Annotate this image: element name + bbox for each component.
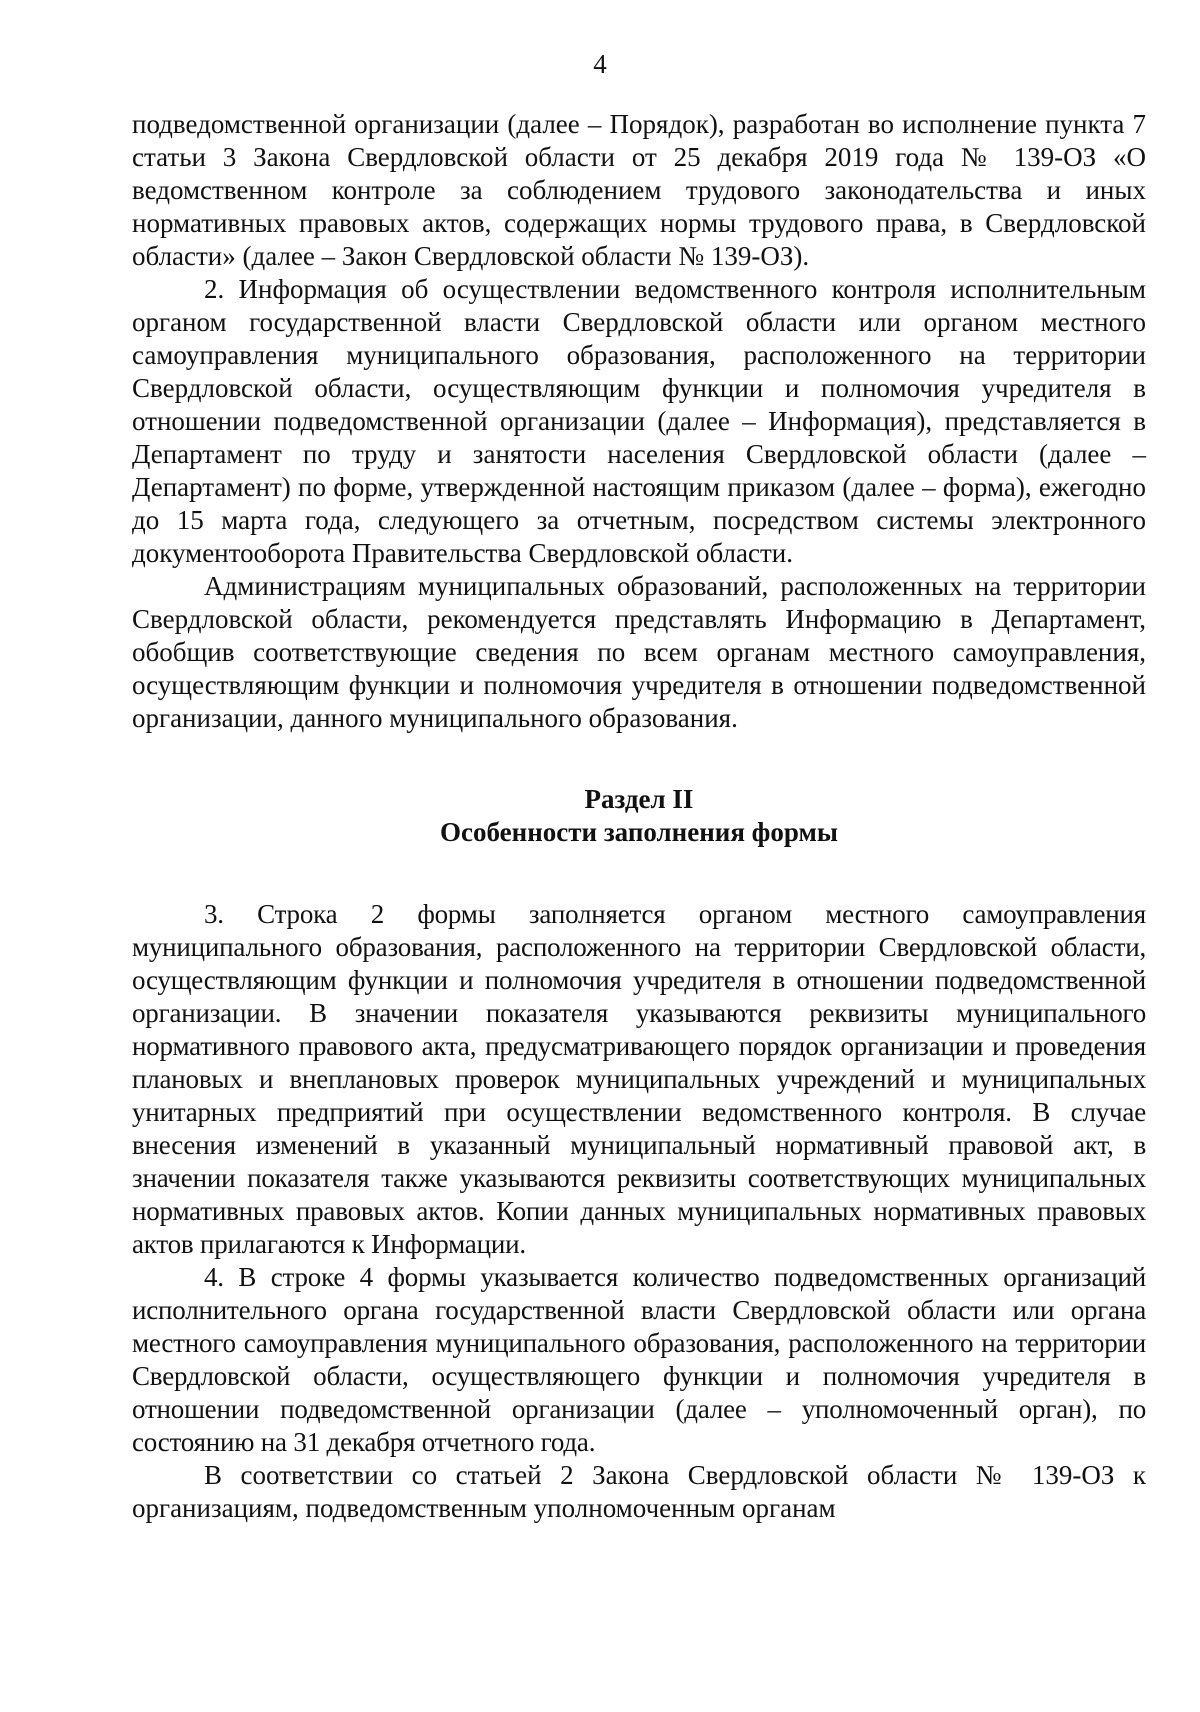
document-body bbox=[132, 108, 1146, 1525]
paragraph-law-article-2: В соответствии со статьей 2 Закона Свердловской области № 139-ОЗ к организациям, подведомственным уполномоченным органам bbox=[132, 1460, 1146, 1523]
intro-paragraph: подведомственной организации (далее – Порядок), разработан во исполнение пункта 7 статьи 3 Закона Свердловской области от 25 декабря 2019 года № 139-ОЗ «О ведомственном контроле за соблюдением трудового законодательства и иных нормативных правовых актов, содержащих нормы трудового права, в Свердловской области» (далее – Закон Свердловской области № 139-ОЗ). bbox=[132, 109, 1146, 271]
section-label: Раздел II bbox=[584, 784, 694, 814]
paragraph-item-2: 2. Информация об осуществлении ведомственного контроля исполнительным органом государственной власти Свердловской области или органом местного самоуправления муниципального образования, расположенного на территории Свердловской области, осуществляющим функции и полномочия учредителя в отношении подведомственной организации (далее – Информация), представляется в Департамент по труду и занятости населения Свердловской области (далее – Департамент) по форме, утвержденной настоящим приказом (далее – форма), ежегодно до 15 марта года, следующего за отчетным, посредством системы электронного документооборота Правительства Свердловской области. bbox=[132, 274, 1146, 568]
section-title: Особенности заполнения формы bbox=[440, 817, 838, 847]
section-heading bbox=[132, 783, 1146, 849]
paragraph-item-4: 4. В строке 4 формы указывается количество подведомственных организаций исполнительного органа государственной власти Свердловской области или органа местного самоуправления муниципального образования, расположенного на территории Свердловской области, осуществляющего функции и полномочия учредителя в отношении подведомственной организации (далее – уполномоченный орган), по состоянию на 31 декабря отчетного года. bbox=[132, 1262, 1146, 1457]
page-number: 4 bbox=[593, 49, 607, 79]
paragraph-item-3: 3. Строка 2 формы заполняется органом местного самоуправления муниципального образования, расположенного на территории Свердловской области, осуществляющим функции и полномочия учредителя в отношении подведомственной организации. В значении показателя указываются реквизиты муниципального нормативного правового акта, предусматривающего порядок организации и проведения плановых и внеплановых проверок муниципальных учреждений и муниципальных унитарных предприятий при осуществлении ведомственного контроля. В случае внесения изменений в указанный муниципальный нормативный правовой акт, в значении показателя также указываются реквизиты соответствующих муниципальных нормативных правовых актов. Копии данных муниципальных нормативных правовых актов прилагаются к Информации. bbox=[132, 899, 1146, 1259]
paragraph-municipal-administrations: Администрациям муниципальных образований, расположенных на территории Свердловской области, рекомендуется представлять Информацию в Департамент, обобщив соответствующие сведения по всем органам местного самоуправления, осуществляющим функции и полномочия учредителя в отношении подведомственной организации, данного муниципального образования. bbox=[132, 571, 1146, 733]
